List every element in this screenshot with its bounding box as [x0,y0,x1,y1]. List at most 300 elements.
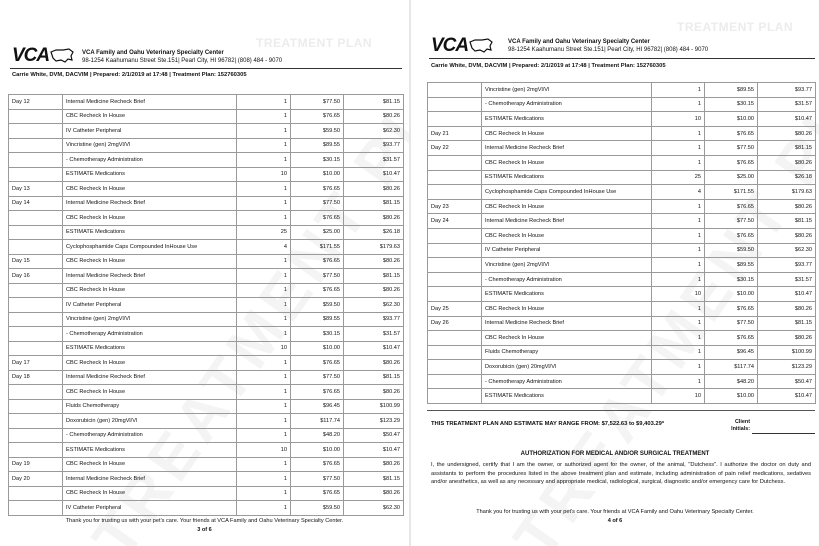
price-cell: $76.65 [705,155,758,170]
qty-cell: 1 [237,356,291,371]
table-row [9,472,404,487]
price-cell: $76.65 [291,182,344,197]
day-cell [9,211,63,226]
client-initials-label: Client Initials: [731,419,750,432]
item-cell: - Chemotherapy Administration [482,374,652,389]
item-cell: ESTIMATE Medications [482,287,652,302]
qty-cell: 1 [652,301,705,316]
item-cell: Vincristine (gen) 2mgVl/Vl [63,312,237,327]
item-cell: Internal Medicine Recheck Brief [63,472,237,487]
item-cell: Internal Medicine Recheck Brief [482,141,652,156]
qty-cell: 1 [237,472,291,487]
day-cell [9,341,63,356]
table-row [428,83,816,98]
qty-cell: 1 [237,486,291,501]
total-cell: $80.26 [344,182,404,197]
price-cell: $96.45 [291,399,344,414]
price-cell: $59.50 [291,501,344,516]
price-cell: $10.00 [705,287,758,302]
item-cell: Internal Medicine Recheck Brief [482,316,652,331]
price-cell: $48.20 [705,374,758,389]
day-cell [9,486,63,501]
total-cell: $31.57 [344,327,404,342]
table-row [9,211,404,226]
table-row [9,312,404,327]
qty-cell: 1 [237,138,291,153]
total-cell: $80.26 [344,356,404,371]
total-cell: $50.47 [344,428,404,443]
table-row [428,185,816,200]
item-cell: Internal Medicine Recheck Brief [482,214,652,229]
authorization-text: I, the undersigned, certify that I am the owner, or authorized agent for the owner, of the animal, "Dutchess". I authorize the doctor on duty and assistants to perform the procedures listed in the above treatment plan and estimate, including administration of pain relief medications, sedatives and/or anesthetics, as well as any necessary and appropriate medical, radiological, surgical, diagnostic and/or emergency care for Dutchess. [431,462,811,486]
total-cell: $80.26 [344,486,404,501]
table-row [9,167,404,182]
day-cell: Day 16 [9,269,63,284]
total-cell: $80.26 [344,254,404,269]
qty-cell: 10 [237,341,291,356]
total-cell: $123.29 [758,360,816,375]
item-cell: IV Catheter Peripheral [63,298,237,313]
day-cell: Day 12 [9,95,63,110]
item-cell: IV Catheter Peripheral [63,124,237,139]
table-row [428,331,816,346]
qty-cell: 1 [237,501,291,516]
day-cell [428,287,482,302]
item-cell: Internal Medicine Recheck Brief [63,269,237,284]
day-cell: Day 21 [428,126,482,141]
item-cell: - Chemotherapy Administration [63,428,237,443]
total-cell: $80.26 [758,331,816,346]
page-number: 4 of 6 [607,518,623,524]
qty-cell: 25 [652,170,705,185]
table-row [9,153,404,168]
total-cell: $123.29 [344,414,404,429]
total-cell: $80.26 [344,283,404,298]
document-page-4 [411,0,819,546]
table-row [9,399,404,414]
price-cell: $77.50 [291,370,344,385]
qty-cell: 1 [237,211,291,226]
table-row [428,97,816,112]
qty-cell: 1 [652,214,705,229]
item-cell: Vincristine (gen) 2mgVl/Vl [63,138,237,153]
price-cell: $77.50 [291,269,344,284]
item-cell: - Chemotherapy Administration [63,327,237,342]
table-row [428,287,816,302]
item-cell: CBC Recheck In House [63,385,237,400]
price-cell: $89.55 [291,312,344,327]
day-cell [428,243,482,258]
day-cell: Day 24 [428,214,482,229]
total-cell: $80.26 [344,385,404,400]
day-cell: Day 25 [428,301,482,316]
total-cell: $93.77 [344,138,404,153]
qty-cell: 4 [652,185,705,200]
day-cell: Day 14 [9,196,63,211]
day-cell: Day 17 [9,356,63,371]
total-cell: $26.18 [344,225,404,240]
price-cell: $10.00 [705,389,758,404]
qty-cell: 1 [652,272,705,287]
qty-cell: 1 [652,228,705,243]
item-cell: CBC Recheck In House [63,109,237,124]
qty-cell: 1 [652,258,705,273]
total-cell: $31.57 [758,97,816,112]
qty-cell: 1 [652,141,705,156]
qty-cell: 1 [237,428,291,443]
table-row [428,170,816,185]
price-cell: $25.00 [291,225,344,240]
qty-cell: 1 [652,345,705,360]
item-cell: - Chemotherapy Administration [63,153,237,168]
qty-cell: 1 [237,196,291,211]
price-cell: $76.65 [705,199,758,214]
item-cell: CBC Recheck In House [482,301,652,316]
day-cell [9,225,63,240]
item-cell: ESTIMATE Medications [482,112,652,127]
day-cell [9,167,63,182]
table-row [9,486,404,501]
table-row [9,327,404,342]
provider-line: Carrie White, DVM, DACVIM | Prepared: 2/1/2019 at 17:48 | Treatment Plan: 152760305 [431,63,666,69]
total-cell: $179.63 [758,185,816,200]
treatment-plan-title: TREATMENT PLAN [677,20,794,34]
day-cell [428,345,482,360]
total-cell: $81.15 [758,316,816,331]
table-row [428,126,816,141]
day-cell [428,331,482,346]
qty-cell: 1 [237,254,291,269]
estimate-range: THIS TREATMENT PLAN AND ESTIMATE MAY RANGE FROM: $7,522.63 to $9,403.29* [431,421,665,427]
qty-cell: 1 [237,414,291,429]
day-cell [9,109,63,124]
total-cell: $81.15 [344,95,404,110]
day-cell [9,428,63,443]
table-row [9,196,404,211]
day-cell [9,501,63,516]
price-cell: $77.50 [291,95,344,110]
table-row [9,298,404,313]
price-cell: $77.50 [291,472,344,487]
qty-cell: 1 [237,385,291,400]
page-number: 3 of 6 [197,527,212,533]
day-cell [428,185,482,200]
table-row [9,109,404,124]
table-row [428,155,816,170]
table-row [428,199,816,214]
table-row [9,124,404,139]
day-cell: Day 13 [9,182,63,197]
qty-cell: 25 [237,225,291,240]
qty-cell: 1 [652,316,705,331]
day-cell [428,228,482,243]
authorization-title: AUTHORIZATION FOR MEDICAL AND/OR SURGICAL TREATMENT [520,451,710,457]
table-row [428,345,816,360]
qty-cell: 1 [652,360,705,375]
total-cell: $93.77 [758,83,816,98]
us-map-icon [469,38,493,54]
total-cell: $10.47 [758,112,816,127]
price-cell: $76.65 [291,109,344,124]
day-cell [428,360,482,375]
table-row [428,258,816,273]
item-cell: ESTIMATE Medications [63,225,237,240]
clinic-info [82,49,282,65]
qty-cell: 1 [652,243,705,258]
qty-cell: 1 [237,298,291,313]
price-cell: $89.55 [705,258,758,273]
item-cell: CBC Recheck In House [482,199,652,214]
total-cell: $81.15 [758,214,816,229]
price-cell: $59.50 [291,124,344,139]
qty-cell: 1 [237,109,291,124]
qty-cell: 1 [237,95,291,110]
section-rule [427,410,815,411]
item-cell: Cyclophosphamide Caps Compounded InHouse Use [482,185,652,200]
table-row [428,272,816,287]
total-cell: $80.26 [758,199,816,214]
day-cell: Day 15 [9,254,63,269]
total-cell: $81.15 [344,196,404,211]
price-cell: $76.65 [291,211,344,226]
price-cell: $171.55 [705,185,758,200]
qty-cell: 1 [237,399,291,414]
day-cell [9,283,63,298]
total-cell: $179.63 [344,240,404,255]
day-cell [9,298,63,313]
item-cell: CBC Recheck In House [63,457,237,472]
total-cell: $62.30 [344,298,404,313]
total-cell: $80.26 [344,457,404,472]
price-cell: $171.55 [291,240,344,255]
qty-cell: 1 [237,182,291,197]
vca-logo [12,46,74,66]
item-cell: - Chemotherapy Administration [482,272,652,287]
table-row [428,301,816,316]
total-cell: $26.18 [758,170,816,185]
price-cell: $30.15 [291,153,344,168]
total-cell: $31.57 [344,153,404,168]
table-row [9,385,404,400]
price-cell: $89.55 [705,83,758,98]
price-cell: $30.15 [291,327,344,342]
item-cell: CBC Recheck In House [482,155,652,170]
item-cell: CBC Recheck In House [482,228,652,243]
table-row [428,389,816,404]
price-cell: $76.65 [291,283,344,298]
item-cell: CBC Recheck In House [63,254,237,269]
total-cell: $80.26 [758,301,816,316]
table-row [9,501,404,516]
day-cell [9,153,63,168]
qty-cell: 1 [652,331,705,346]
treatment-table [8,94,404,516]
table-row [428,112,816,127]
price-cell: $76.65 [291,385,344,400]
item-cell: ESTIMATE Medications [63,443,237,458]
price-cell: $10.00 [291,167,344,182]
day-cell [428,258,482,273]
qty-cell: 1 [237,312,291,327]
price-cell: $76.65 [705,228,758,243]
item-cell: ESTIMATE Medications [63,167,237,182]
price-cell: $76.65 [291,486,344,501]
clinic-address: 98-1254 Kaahumanu Street Ste.151| Pearl City, HI 96782| (808) 484 - 9070 [82,58,283,64]
total-cell: $62.30 [344,501,404,516]
total-cell: $50.47 [758,374,816,389]
qty-cell: 10 [652,389,705,404]
clinic-info [508,38,708,54]
qty-cell: 1 [237,153,291,168]
table-row [9,95,404,110]
total-cell: $10.47 [344,167,404,182]
qty-cell: 4 [237,240,291,255]
total-cell: $80.26 [344,211,404,226]
item-cell: Fluids Chemotherapy [482,345,652,360]
day-cell [9,327,63,342]
price-cell: $117.74 [705,360,758,375]
day-cell [9,399,63,414]
price-cell: $10.00 [291,341,344,356]
price-cell: $30.15 [705,272,758,287]
item-cell: ESTIMATE Medications [482,170,652,185]
day-cell: Day 23 [428,199,482,214]
total-cell: $81.15 [344,472,404,487]
total-cell: $31.57 [758,272,816,287]
price-cell: $96.45 [705,345,758,360]
total-cell: $10.47 [758,389,816,404]
day-cell [9,124,63,139]
qty-cell: 10 [237,167,291,182]
qty-cell: 1 [652,126,705,141]
document-page-3 [0,0,409,546]
table-row [428,243,816,258]
total-cell: $81.15 [344,370,404,385]
day-cell [428,83,482,98]
table-row [9,269,404,284]
price-cell: $89.55 [291,138,344,153]
header-rule [10,68,402,69]
price-cell: $25.00 [705,170,758,185]
vca-logo-text: VCA [12,45,50,66]
clinic-name: VCA Family and Oahu Veterinary Specialty Center [82,50,224,56]
price-cell: $76.65 [291,457,344,472]
day-cell [9,443,63,458]
day-cell [9,138,63,153]
table-row [9,443,404,458]
price-cell: $76.65 [705,301,758,316]
total-cell: $80.26 [758,155,816,170]
item-cell: CBC Recheck In House [63,182,237,197]
total-cell: $62.30 [344,124,404,139]
item-cell: - Chemotherapy Administration [482,97,652,112]
qty-cell: 1 [237,370,291,385]
clinic-address: 98-1254 Kaahumanu Street Ste.151| Pearl City, HI 96782| (808) 484 - 9070 [508,47,709,53]
vca-logo-text: VCA [431,35,469,56]
total-cell: $80.26 [344,109,404,124]
table-row [9,182,404,197]
table-row [428,141,816,156]
day-cell [428,112,482,127]
price-cell: $117.74 [291,414,344,429]
total-cell: $100.99 [344,399,404,414]
qty-cell: 10 [652,112,705,127]
qty-cell: 10 [237,443,291,458]
treatment-table [427,82,816,404]
table-row [9,356,404,371]
total-cell: $93.77 [344,312,404,327]
item-cell: IV Catheter Peripheral [63,501,237,516]
item-cell: CBC Recheck In House [482,126,652,141]
day-cell [9,414,63,429]
total-cell: $10.47 [758,287,816,302]
item-cell: ESTIMATE Medications [482,389,652,404]
day-cell [428,389,482,404]
table-row [9,283,404,298]
table-row [428,316,816,331]
provider-line: Carrie White, DVM, DACVIM | Prepared: 2/1/2019 at 17:48 | Treatment Plan: 152760305 [12,72,247,78]
price-cell: $59.50 [705,243,758,258]
item-cell: Fluids Chemotherapy [63,399,237,414]
day-cell: Day 20 [9,472,63,487]
item-cell: Doxorubicin (gen) 20mgVl/Vl [63,414,237,429]
day-cell [9,312,63,327]
client-initials-line[interactable] [752,433,815,434]
table-row [9,254,404,269]
table-row [9,138,404,153]
total-cell: $93.77 [758,258,816,273]
price-cell: $76.65 [291,356,344,371]
price-cell: $77.50 [705,141,758,156]
clinic-name: VCA Family and Oahu Veterinary Specialty Center [508,39,650,45]
table-row [428,228,816,243]
qty-cell: 1 [237,457,291,472]
qty-cell: 1 [652,199,705,214]
qty-cell: 1 [652,97,705,112]
qty-cell: 1 [652,155,705,170]
day-cell [428,97,482,112]
item-cell: IV Catheter Peripheral [482,243,652,258]
price-cell: $77.50 [291,196,344,211]
item-cell: Internal Medicine Recheck Brief [63,370,237,385]
item-cell: Internal Medicine Recheck Brief [63,196,237,211]
item-cell: CBC Recheck In House [63,283,237,298]
qty-cell: 1 [237,124,291,139]
day-cell [428,374,482,389]
qty-cell: 1 [237,283,291,298]
price-cell: $10.00 [705,112,758,127]
day-cell: Day 19 [9,457,63,472]
header-rule [429,58,815,59]
day-cell [9,385,63,400]
item-cell: ESTIMATE Medications [63,341,237,356]
table-row [428,360,816,375]
us-map-icon [50,48,74,64]
qty-cell: 1 [237,327,291,342]
total-cell: $80.26 [758,228,816,243]
day-cell: Day 18 [9,370,63,385]
table-row [428,214,816,229]
item-cell: CBC Recheck In House [63,211,237,226]
total-cell: $10.47 [344,341,404,356]
total-cell: $81.15 [344,269,404,284]
item-cell: Doxorubicin (gen) 20mgVl/Vl [482,360,652,375]
price-cell: $59.50 [291,298,344,313]
day-cell [428,272,482,287]
day-cell [9,240,63,255]
qty-cell: 1 [652,374,705,389]
day-cell: Day 26 [428,316,482,331]
